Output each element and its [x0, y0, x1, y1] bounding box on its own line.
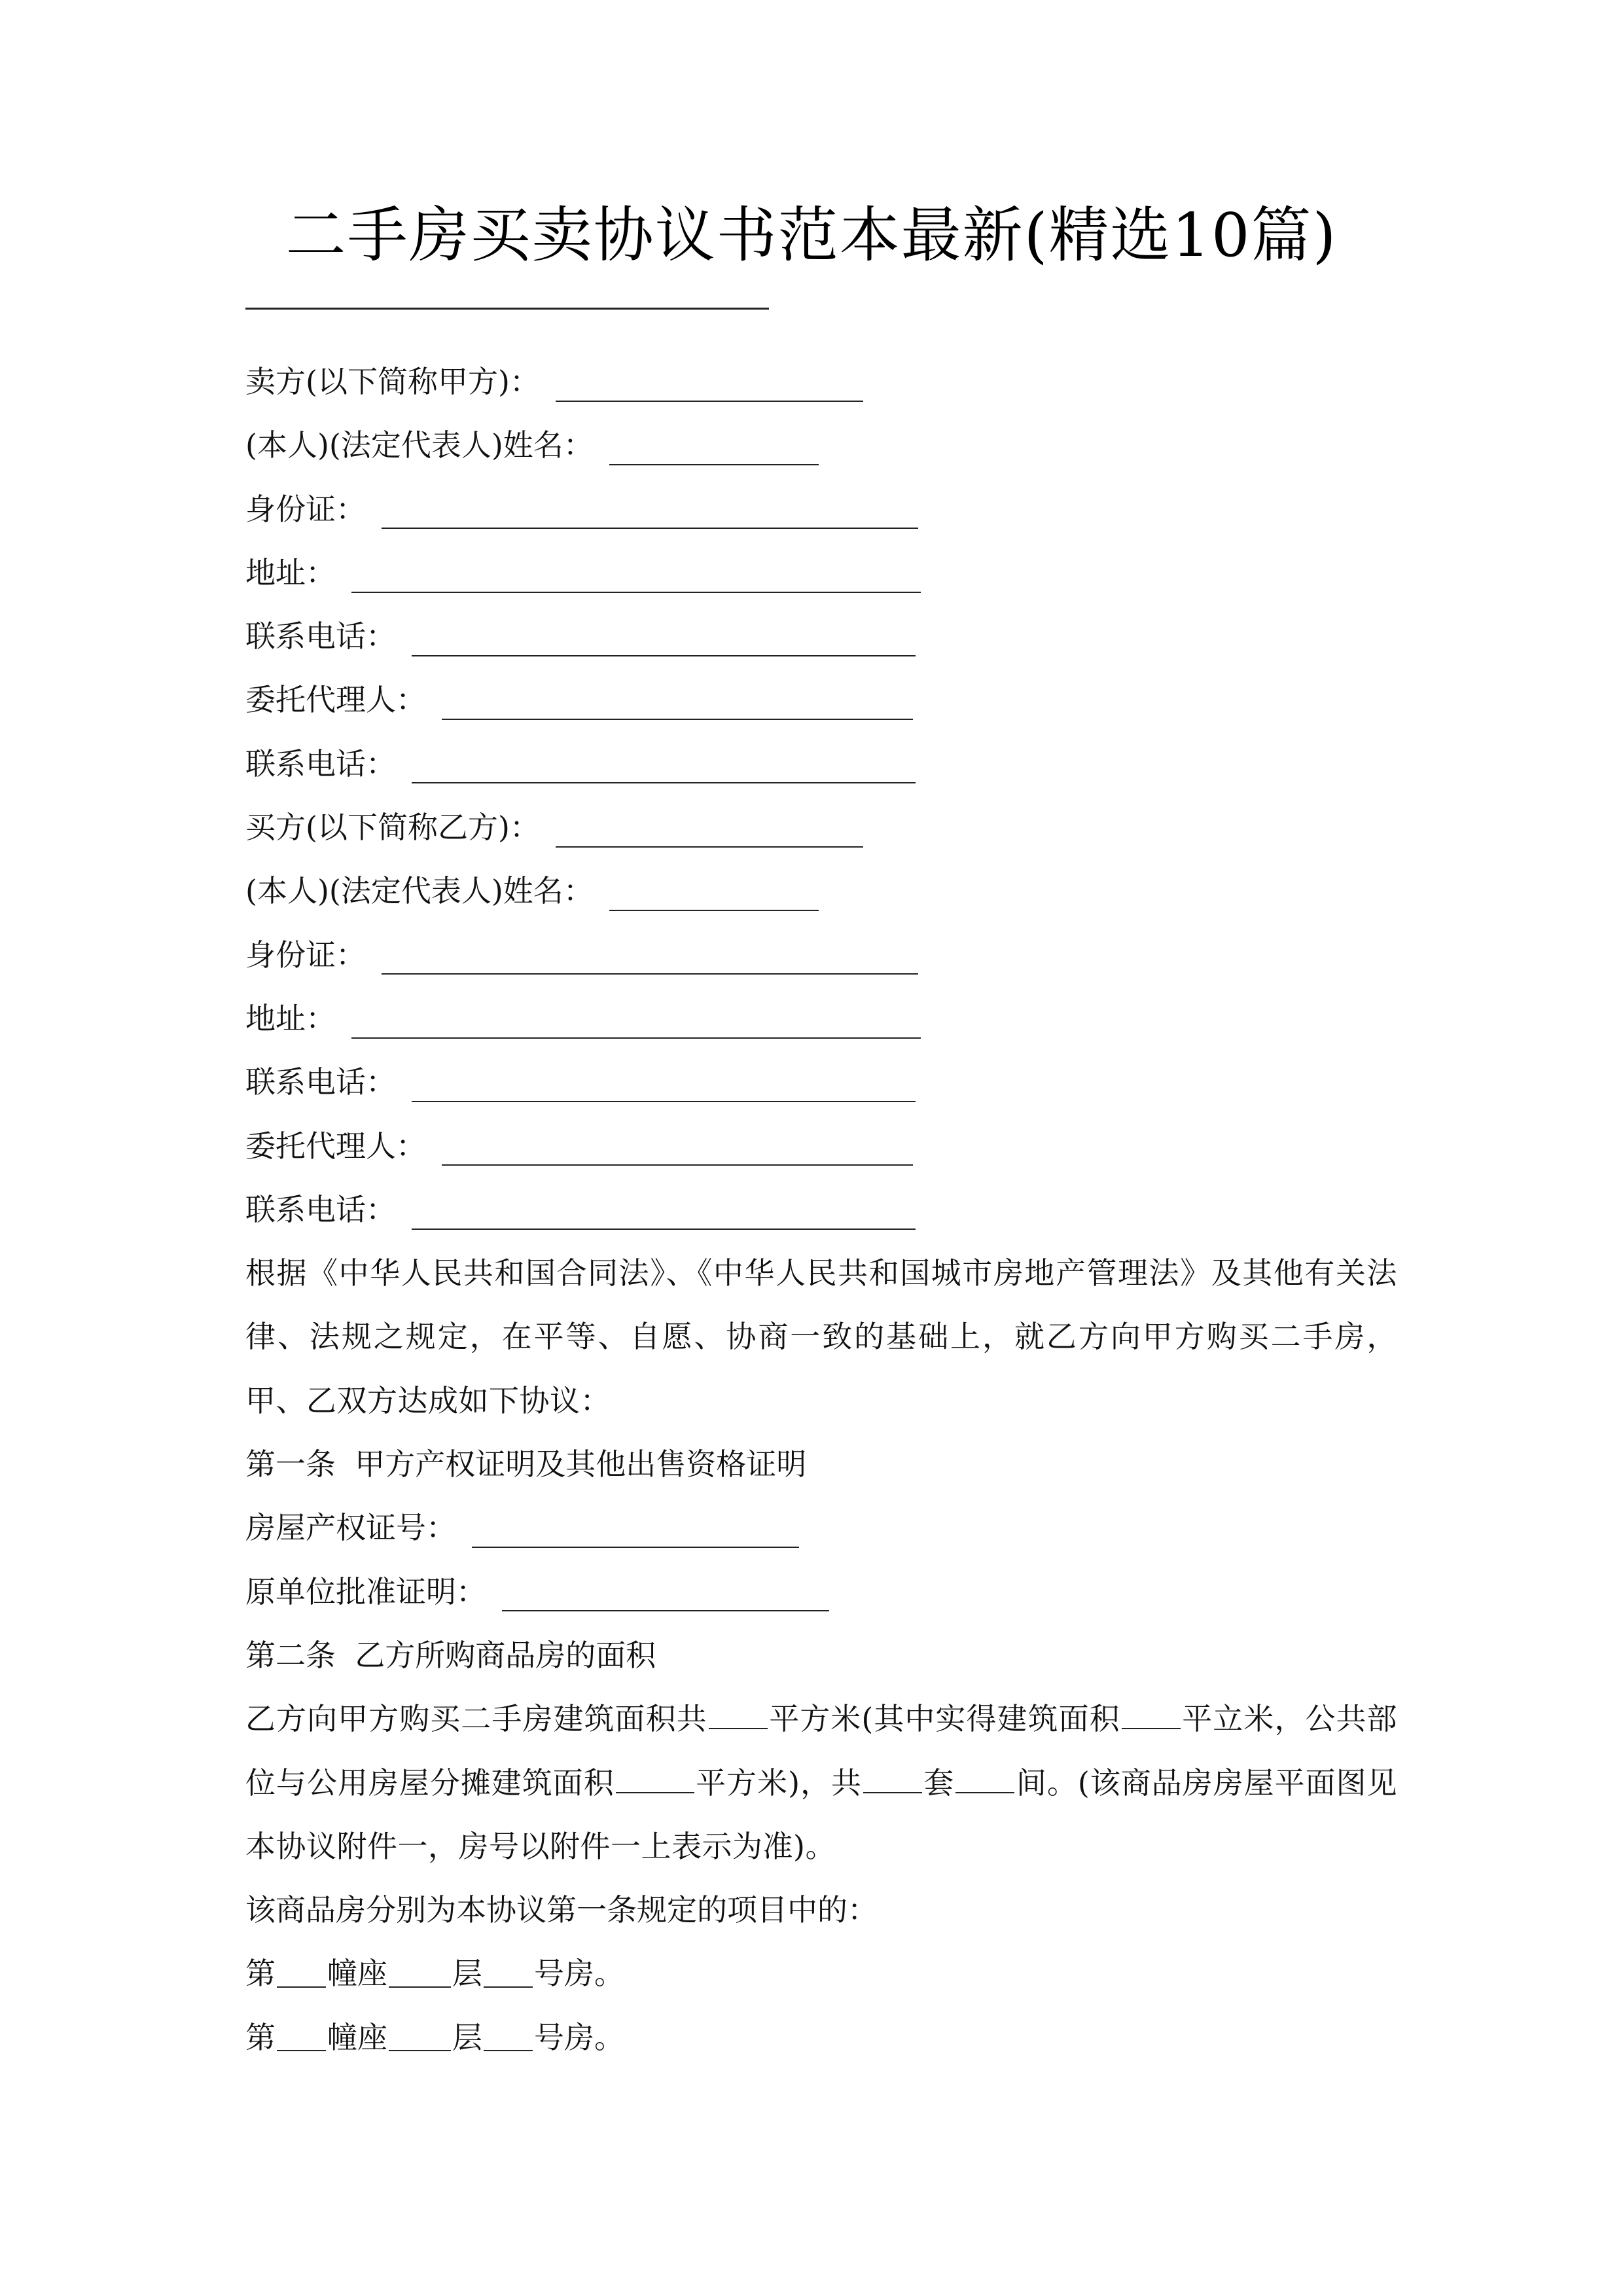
total-area-blank[interactable] [709, 1702, 768, 1729]
buyer-heading: 买方(以下简称乙方)： [245, 810, 540, 846]
seller-field-row [245, 541, 1397, 605]
seller-field-row [245, 605, 1397, 668]
field-label: 委托代理人： [245, 682, 426, 718]
area-text: 平方米(其中实得建筑面积 [768, 1701, 1120, 1737]
area-text: 平方米)，共 [695, 1765, 862, 1801]
room-blank[interactable] [484, 1960, 533, 1988]
building-blank[interactable] [277, 2024, 326, 2051]
field-label: 地址： [245, 554, 336, 590]
seller-heading: 卖方(以下简称甲方)： [245, 364, 540, 399]
unit-text: 第 [245, 1956, 276, 1992]
location-intro: 该商品房分别为本协议第一条规定的项目中的： [245, 1892, 878, 1928]
preamble-paragraph: 根据《中华人民共和国合同法》、《中华人民共和国城市房地产管理法》及其他有关法律、法规之规定，在平等、自愿、协商一致的基础上，就乙方向甲方购买二手房，甲、乙双方达成如下协议： [245, 1255, 1397, 1418]
buyer-field-row [245, 1050, 1397, 1114]
seller-address-blank[interactable] [351, 562, 921, 593]
field-label: (本人)(法定代表人)姓名： [245, 873, 594, 909]
article-1-field-row [245, 1560, 1397, 1624]
area-text: 套 [923, 1765, 955, 1801]
buyer-legal-name-blank[interactable] [609, 880, 819, 911]
article-1-field-row [245, 1496, 1397, 1560]
area-text: 平立米，公共部位与公用房屋分摊建筑面积 [245, 1701, 1398, 1801]
unit-line [245, 2006, 1397, 2070]
unit-text: 层 [452, 2019, 482, 2055]
field-label: 身份证： [245, 937, 366, 973]
area-text: 乙方向甲方购买二手房建筑面积共 [245, 1701, 707, 1737]
unit-text: 幢座 [327, 1956, 387, 1992]
usable-area-blank[interactable] [1122, 1702, 1181, 1729]
document-body [245, 350, 1397, 2070]
field-label: 地址： [245, 1000, 336, 1036]
unit-line [245, 1942, 1397, 2005]
title-divider [245, 308, 769, 310]
document-title: 二手房买卖协议书范本最新(精选10篇) [285, 200, 1338, 270]
building-blank[interactable] [277, 1960, 326, 1988]
unit-text: 幢座 [327, 2019, 387, 2055]
unit-text: 号房。 [534, 2019, 624, 2055]
field-label: 联系电话： [245, 1191, 396, 1227]
field-label: 联系电话： [245, 619, 396, 655]
seller-field-row [245, 478, 1397, 541]
unit-text: 第 [245, 2019, 276, 2055]
floor-blank[interactable] [389, 1960, 451, 1988]
buyer-field-row [245, 1178, 1397, 1242]
field-label: 身份证： [245, 491, 366, 527]
room-blank[interactable] [484, 2024, 533, 2051]
seller-field-row [245, 414, 1397, 477]
seller-legal-name-blank[interactable] [609, 434, 819, 465]
buyer-agent-phone-blank[interactable] [412, 1198, 916, 1230]
unit-text: 层 [452, 1956, 482, 1992]
field-label: 原单位批准证明： [245, 1573, 486, 1609]
field-label: 联系电话： [245, 745, 396, 781]
seller-id-blank[interactable] [382, 497, 918, 529]
article-2-area-paragraph [245, 1687, 1397, 1878]
field-label: 委托代理人： [245, 1128, 426, 1164]
buyer-agent-blank[interactable] [442, 1134, 913, 1166]
buyer-address-blank[interactable] [351, 1007, 921, 1039]
buyer-field-row [245, 924, 1397, 987]
sets-count-blank[interactable] [863, 1766, 922, 1793]
buyer-field-row [245, 1115, 1397, 1178]
field-label: 房屋产权证号： [245, 1510, 456, 1546]
buyer-id-blank[interactable] [382, 943, 918, 975]
field-label: 联系电话： [245, 1064, 396, 1100]
seller-field-row [245, 668, 1397, 732]
field-label: (本人)(法定代表人)姓名： [245, 427, 594, 463]
article-1-heading: 第一条 甲方产权证明及其他出售资格证明 [245, 1446, 807, 1482]
seller-agent-blank[interactable] [442, 689, 913, 720]
buyer-field-row [245, 987, 1397, 1050]
seller-heading-row [245, 350, 1397, 414]
seller-name-blank[interactable] [556, 370, 863, 402]
buyer-phone-blank[interactable] [412, 1071, 916, 1102]
seller-agent-phone-blank[interactable] [412, 752, 916, 783]
approval-cert-blank[interactable] [502, 1580, 829, 1611]
seller-field-row [245, 732, 1397, 796]
floor-blank[interactable] [389, 2024, 451, 2051]
property-cert-no-blank[interactable] [472, 1516, 799, 1548]
unit-text: 号房。 [534, 1956, 624, 1992]
buyer-heading-row [245, 796, 1397, 859]
shared-area-blank[interactable] [616, 1766, 694, 1793]
buyer-field-row [245, 859, 1397, 923]
rooms-count-blank[interactable] [955, 1766, 1014, 1793]
buyer-name-blank[interactable] [556, 816, 863, 848]
area-text: 间。(该商品房房屋平面图见本协议附件一，房号以附件一上表示为准)。 [245, 1765, 1398, 1864]
article-2-heading: 第二条 乙方所购商品房的面积 [245, 1637, 656, 1673]
seller-phone-blank[interactable] [412, 625, 916, 656]
